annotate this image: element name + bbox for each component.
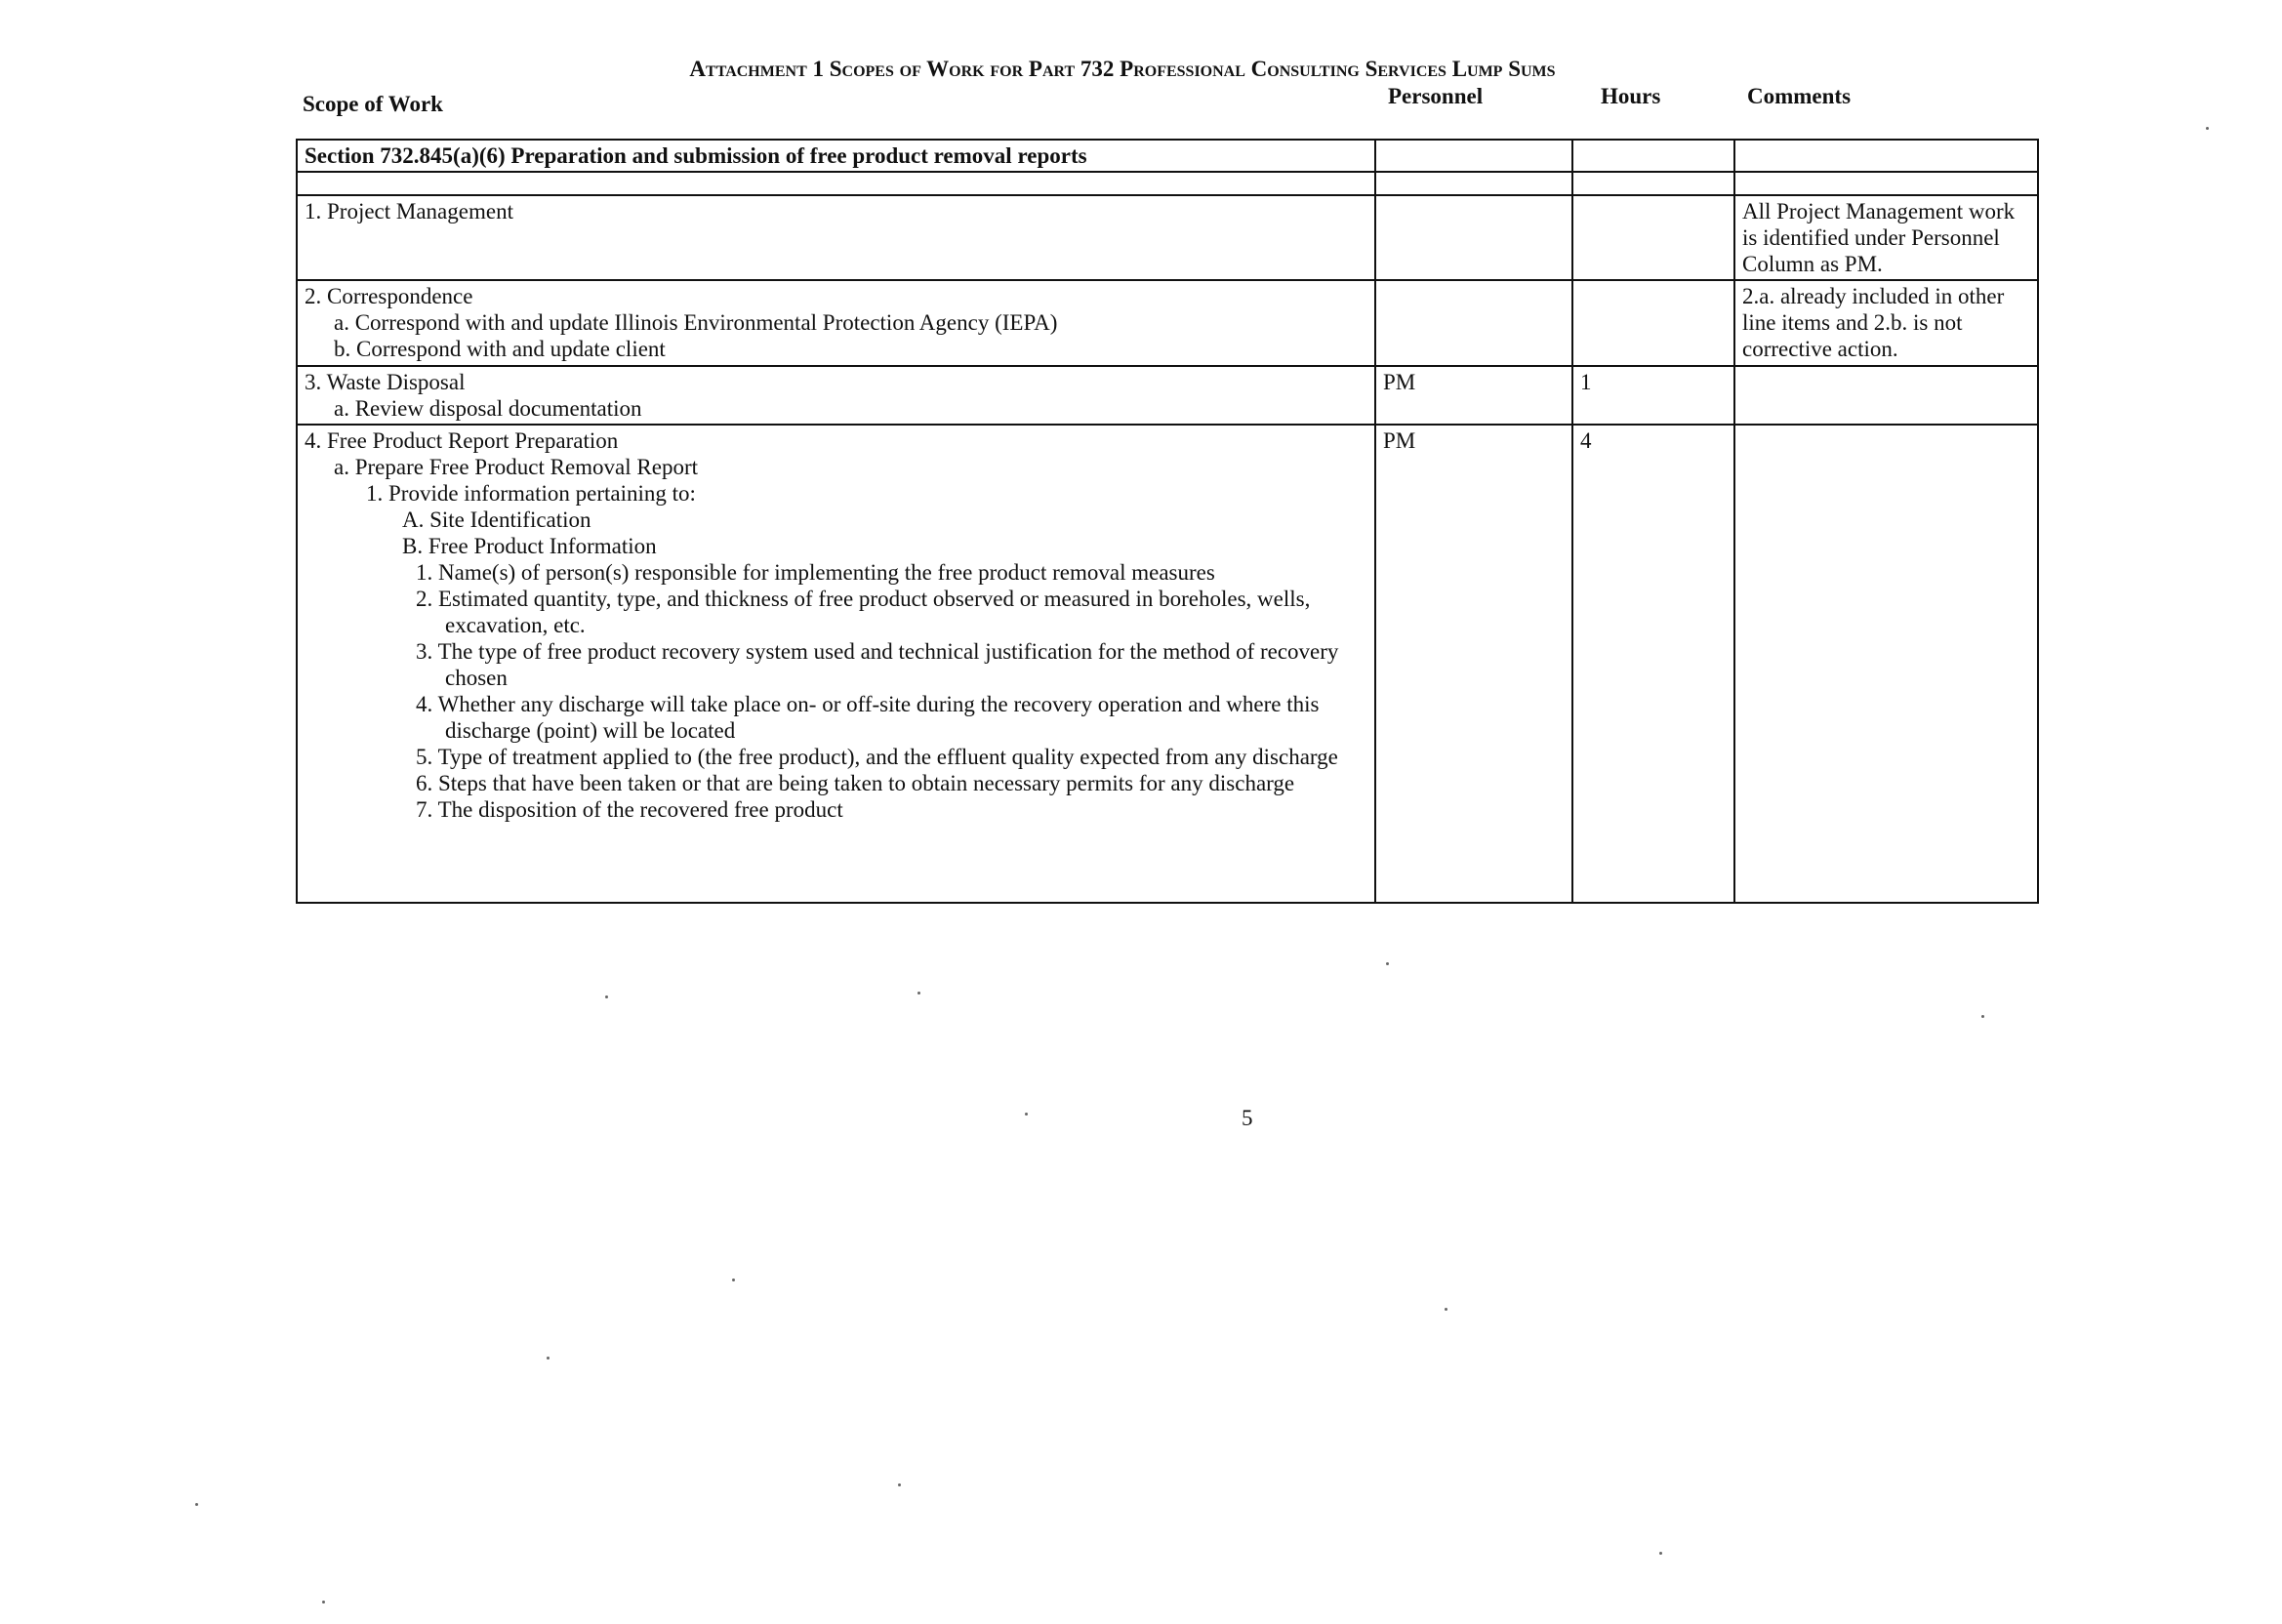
scope-line: 7. The disposition of the recovered free product: [416, 797, 843, 822]
hours-header: Hours: [1601, 84, 1661, 108]
scope-line: 2. Estimated quantity, type, and thickness of free product observed or measured in boreholes, wells, excavation, etc.: [416, 587, 1311, 637]
scan-speck: [1981, 1015, 1984, 1018]
hours-cell: 4: [1572, 425, 1734, 903]
scope-line: 4. Whether any discharge will take place on- or off-site during the recovery operation and where this discharge (point) will be located: [416, 692, 1320, 743]
scope-line: 2. Correspondence: [305, 284, 473, 308]
scan-speck: [732, 1279, 735, 1281]
empty-cell: [1375, 172, 1572, 195]
scan-speck: [1445, 1308, 1447, 1311]
scope-line: a. Review disposal documentation: [334, 396, 642, 421]
scope-line: 5. Type of treatment applied to (the free product), and the effluent quality expected from any discharge: [416, 745, 1338, 769]
scan-speck: [1386, 962, 1389, 965]
empty-cell: [1572, 140, 1734, 172]
section-title: Section 732.845(a)(6) Preparation and submission of free product removal reports: [305, 143, 1087, 168]
page-title: Attachment 1 Scopes of Work for Part 732 Professional Consulting Services Lump Sums: [689, 57, 1556, 81]
empty-cell: [1734, 140, 2038, 172]
page-number: 5: [1242, 1106, 1253, 1130]
section-header-row: [297, 140, 2038, 172]
scope-line: 4. Free Product Report Preparation: [305, 428, 619, 453]
comments-cell: 2.a. already included in other line items and 2.b. is not corrective action.: [1734, 280, 2038, 366]
scope-cell: [297, 195, 1375, 280]
scan-speck: [605, 995, 608, 998]
scope-line: 3. Waste Disposal: [305, 370, 466, 394]
scan-speck: [1025, 1113, 1028, 1116]
personnel-cell: [1375, 195, 1572, 280]
personnel-cell: PM: [1375, 425, 1572, 903]
table-row-waste-disposal: [297, 366, 2038, 425]
personnel-cell: [1375, 280, 1572, 366]
comments-header: Comments: [1747, 84, 1852, 108]
scan-speck: [917, 992, 920, 995]
scope-cell: [297, 280, 1375, 366]
scope-line: a. Correspond with and update Illinois Environmental Protection Agency (IEPA): [334, 310, 1058, 335]
scope-line: 6. Steps that have been taken or that are being taken to obtain necessary permits for any discharge: [416, 771, 1295, 795]
scan-speck: [2206, 127, 2209, 130]
comments-cell: [1734, 366, 2038, 425]
scan-speck: [322, 1601, 325, 1604]
scope-line: 3. The type of free product recovery system used and technical justification for the method of recovery chosen: [416, 639, 1339, 690]
scan-speck: [195, 1503, 198, 1506]
scope-cell: [297, 366, 1375, 425]
section-title-cell: [297, 140, 1375, 172]
scan-speck: [547, 1357, 550, 1360]
empty-cell: [1572, 172, 1734, 195]
table-row-project-management: [297, 195, 2038, 280]
scope-line: A. Site Identification: [402, 508, 591, 532]
blank-row: [297, 172, 2038, 195]
scope-table: [296, 139, 2039, 904]
scope-line: B. Free Product Information: [402, 534, 657, 558]
scope-line: 1. Provide information pertaining to:: [366, 481, 696, 506]
scan-speck: [1659, 1552, 1662, 1555]
scope-line: 1. Name(s) of person(s) responsible for implementing the free product removal measures: [416, 560, 1215, 585]
empty-cell: [1734, 172, 2038, 195]
table-row-correspondence: [297, 280, 2038, 366]
scan-speck: [898, 1483, 901, 1486]
hours-cell: 1: [1572, 366, 1734, 425]
empty-cell: [1375, 140, 1572, 172]
hours-cell: [1572, 280, 1734, 366]
scope-cell: [297, 425, 1375, 903]
comments-cell: [1734, 425, 2038, 903]
personnel-header: Personnel: [1388, 84, 1484, 108]
scope-line: 1. Project Management: [305, 199, 513, 223]
empty-cell: [297, 172, 1375, 195]
comments-cell: All Project Management work is identified under Personnel Column as PM.: [1734, 195, 2038, 280]
hours-cell: [1572, 195, 1734, 280]
table-row-free-product-report: [297, 425, 2038, 903]
scope-line: a. Prepare Free Product Removal Report: [334, 455, 698, 479]
scope-line: b. Correspond with and update client: [334, 337, 666, 361]
scope-of-work-header: Scope of Work: [303, 92, 443, 116]
personnel-cell: PM: [1375, 366, 1572, 425]
